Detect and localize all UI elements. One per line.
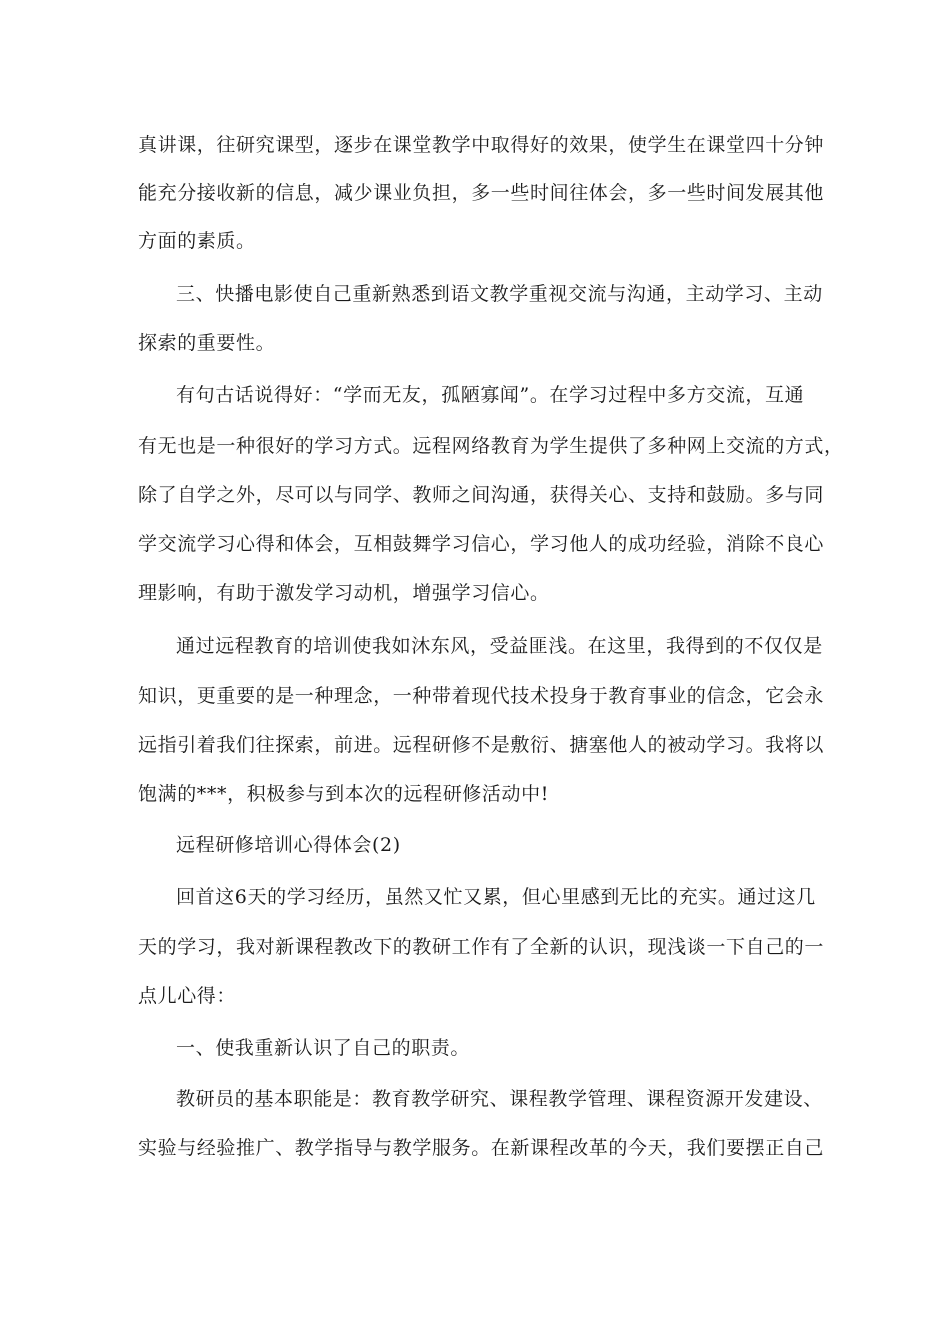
text-line: 真讲课，往研究课型，逐步在课堂教学中取得好的效果，使学生在课堂四十分钟 <box>138 134 825 156</box>
text-line: 远指引着我们往探索，前进。远程研修不是敷衍、搪塞他人的被动学习。我将以 <box>138 734 825 756</box>
text-line: 知识，更重要的是一种理念，一种带着现代技术投身于教育事业的信念，它会永 <box>138 685 825 707</box>
text-line: 能充分接收新的信息，减少课业负担，多一些时间往体会，多一些时间发展其他 <box>138 182 825 204</box>
text-line: 实验与经验推广、教学指导与教学服务。在新课程改革的今天，我们要摆正自己 <box>138 1137 825 1159</box>
text-line: 除了自学之外，尽可以与同学、教师之间沟通，获得关心、支持和鼓励。多与同 <box>138 484 825 506</box>
section-heading: 一、使我重新认识了自己的职责。 <box>176 1037 471 1059</box>
text-line: 点儿心得： <box>138 985 237 1007</box>
text-line: 探索的重要性。 <box>138 332 276 354</box>
article-subtitle: 远程研修培训心得体会(2) <box>176 834 401 856</box>
paragraph-start: 有句古话说得好：“学而无友，孤陋寡闻”。在学习过程中多方交流，互通 <box>176 384 805 406</box>
paragraph-start: 通过远程教育的培训使我如沐东风，受益匪浅。在这里，我得到的不仅仅是 <box>176 635 823 657</box>
text-line: 有无也是一种很好的学习方式。远程网络教育为学生提供了多种网上交流的方式， <box>138 435 844 457</box>
paragraph-start: 教研员的基本职能是：教育教学研究、课程教学管理、课程资源开发建设、 <box>176 1088 823 1110</box>
text-line: 饱满的***，积极参与到本次的远程研修活动中! <box>138 783 549 805</box>
text-line: 理影响，有助于激发学习动机，增强学习信心。 <box>138 582 550 604</box>
text-line: 天的学习，我对新课程教改下的教研工作有了全新的认识，现浅谈一下自己的一 <box>138 936 825 958</box>
paragraph-start: 回首这6天的学习经历，虽然又忙又累，但心里感到无比的充实。通过这几 <box>176 886 816 908</box>
section-heading: 三、快播电影使自己重新熟悉到语文教学重视交流与沟通，主动学习、主动 <box>176 283 823 305</box>
text-line: 学交流学习心得和体会，互相鼓舞学习信心，学习他人的成功经验，消除不良心 <box>138 533 825 555</box>
text-line: 方面的素质。 <box>138 230 256 252</box>
